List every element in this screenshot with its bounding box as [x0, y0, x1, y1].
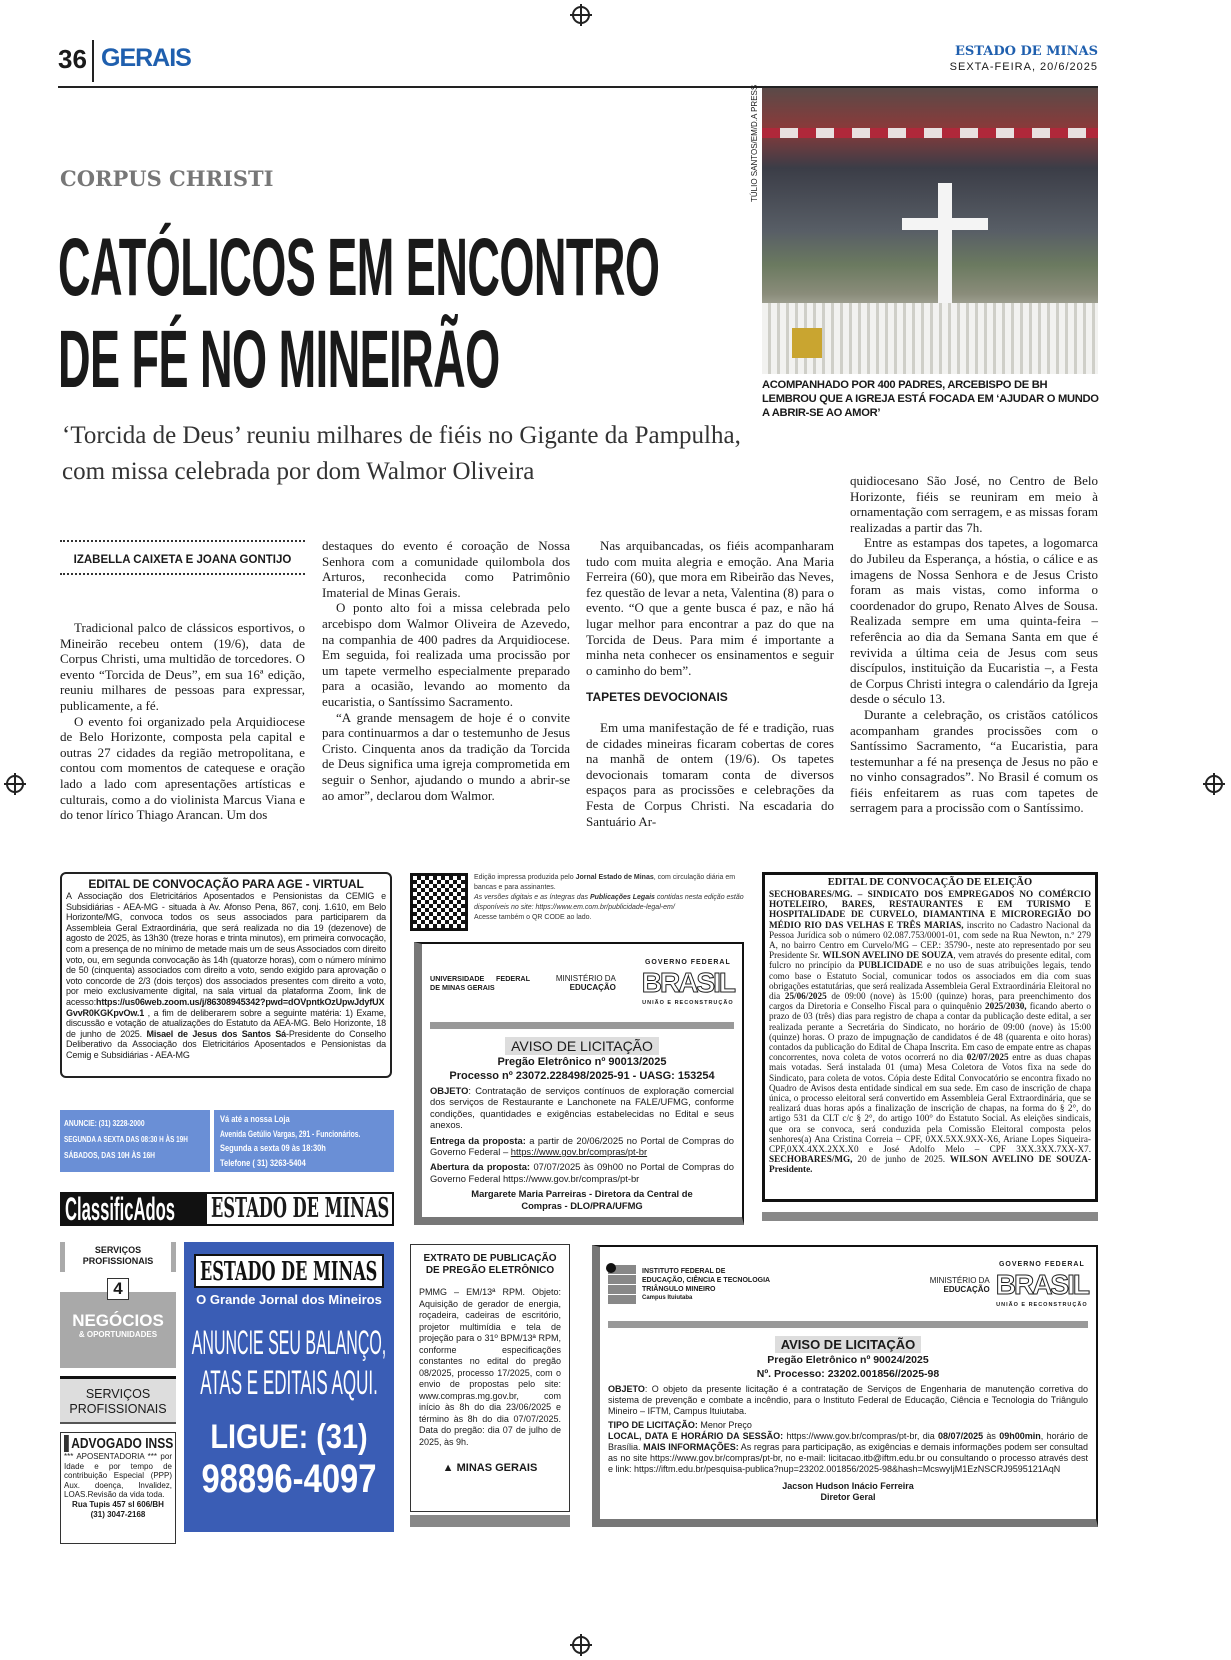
negocios-label: NEGÓCIOS: [72, 1311, 164, 1330]
text-segment: Abertura da proposta:: [430, 1161, 531, 1173]
section-servicos[interactable]: SERVIÇOS PROFISSIONAIS: [60, 1242, 176, 1272]
text-segment: BRASIL: [641, 967, 734, 998]
ministry-label: MINISTÉRIO DA: [555, 974, 616, 983]
text-segment: TRIÂNGULO MINEIRO: [642, 1286, 716, 1293]
edition-date: SEXTA-FEIRA, 20/6/2025: [949, 61, 1098, 73]
text-segment: 02/07/2025: [966, 1052, 1009, 1063]
classificados-paper: ESTADO DE MINAS: [211, 1194, 390, 1224]
ad-title: EDITAL DE CONVOCAÇÃO PARA AGE - VIRTUAL: [88, 877, 364, 891]
ad-edital-age: [60, 872, 392, 1078]
text-segment: inscrito no Cadastro Nacional da Pessoa Jurídica sob o número 02.087.753/0001-01, com sede na Rua Newton, n.º 279 A, no bairro Centro em Curvelo/MG – CEP.: 35790-, neste ato representado por seu Presidente Sr.: [769, 919, 1091, 961]
blue-ad-phone: 98896-4097: [201, 1457, 377, 1501]
qr-note-line: [474, 893, 750, 913]
ad-signer: Margarete Maria Parreiras - Diretora da Central de Compras - DLO/PRA/UFMG: [471, 1188, 693, 1211]
contact-hours: SEGUNDA A SEXTA DAS 08:30 H ÀS 19H: [64, 1135, 188, 1144]
text-segment: WILSON AVELINO DE SOUZA: [822, 950, 954, 961]
text-segment: 25/06/2025: [784, 991, 827, 1002]
contact-bar: [60, 1110, 394, 1172]
article-subtitle: ‘Torcida de Deus’ reuniu milhares de fiéis no Gigante da Pampulha, com missa celebrada por dom Walmor Oliveira: [62, 422, 741, 485]
paragraph: O ponto alto foi a missa celebrada pelo arcebispo dom Walmor Oliveira de Azevedo, na companhia de 400 padres da Arquidiocese. Em seguida, foi realizada uma procissão por um tapete vermelho especialmente preparado para a ocasião, levando ao momento da eucaristia, o Santíssimo Sacramento.: [322, 600, 570, 709]
text-segment: GOVERNO FEDERAL: [644, 958, 731, 966]
store-address: Avenida Getúlio Vargas, 291 - Funcionários.: [220, 1127, 361, 1139]
divider: [430, 1022, 734, 1029]
qr-note-line: [474, 873, 750, 893]
text-segment: GOVERNO FEDERAL: [998, 1261, 1085, 1268]
ad-title: AVISO DE LICITAÇÃO: [775, 1336, 922, 1353]
paragraph: destaques do evento é coroação de Nossa Senhora com a comunidade quilombola dos Arturos, reconhecida como Patrimônio Imaterial de Minas Gerais.: [322, 538, 570, 600]
extrato-wrapper: [410, 1244, 570, 1527]
gov-brasil-logo: [642, 957, 734, 1010]
classificados-logo: ClassificAdos: [65, 1194, 176, 1224]
ad-title: EDITAL DE CONVOCAÇÃO DE ELEIÇÃO: [827, 877, 1033, 888]
section-name: GERAIS: [101, 44, 191, 72]
contact-hours: SÁBADOS, DAS 10H ÀS 16H: [64, 1151, 156, 1160]
text-segment: WILSON AVELINO DE SOUZA- Presidente.: [769, 1154, 1091, 1175]
ad-signer-role: Diretor Geral: [820, 1492, 876, 1502]
text-segment: https://www.gov.br/compras/pt-br, dia: [783, 1431, 939, 1441]
minas-gerais-logo: ▲ MINAS GERAIS: [442, 1462, 538, 1474]
text-segment: As versões digitais e as íntegras das: [474, 894, 590, 901]
paragraph: “A grande mensagem de hoje é o convite para continuarmos a dar o testemunho de Jesus Cristo. Cinquenta anos da tradição da Torcida de Deus significa uma igreja comprometida em seguir o Senhor, ajudando o mundo a abrir-se ao amor”, declarou dom Walmor.: [322, 709, 570, 803]
header-divider: [92, 40, 94, 82]
section-servicos-profissionais[interactable]: SERVIÇOS PROFISSIONAIS: [60, 1376, 176, 1424]
divider: [762, 1212, 1098, 1221]
byline: [60, 540, 305, 575]
ad-text: , a fim de deliberarem sobre a seguinte matéria: 1) Exame, discussão e votação de atualizações do Estatuto da AEA-MG. Belo Horizonte, 18 de junho de 2025.: [66, 1007, 386, 1039]
headline-line: CATÓLICOS EM ENCONTRO: [58, 222, 660, 313]
text-segment: Jornal Estado de Minas: [575, 874, 654, 881]
ad-text: A Associação dos Eletricitários Aposentados e Pensionistas da CEMIG e Subsidiárias - AEA-MG - situada à Av. Afonso Pena, 867, conj. 1.610, em Belo Horizonte/MG, convoca todos os seus associados para participarem da Assembleia Geral Extraordinária, que será realizada no dia 19 (dezenove) de agosto de 2025, às 13h30 (treze horas e trinta minutos), em primeira convocação, com a presença de no mínimo de metade mais um de seus Associados com direito voto, ou, em segunda convocação às 14h (quatorze horas), com o número mínimo de 50 (cinquenta) associados com direito a voto, sendo exigido para aprovação o voto concorde de 2/3 (dois terços) dos associados presentes com direito a voto, por meio exclusivamente digital, na sala virtual da plataforma Zoom, link de acesso:: [66, 891, 386, 1007]
contact-phone: ANUNCIE: (31) 3228-2000: [64, 1119, 145, 1128]
registration-mark-icon: [572, 6, 590, 24]
registration-mark-icon: [572, 1636, 590, 1654]
photo-caption: ACOMPANHADO POR 400 PADRES, ARCEBISPO DE BH LEMBROU QUE A IGREJA ESTÁ FOCADA EM ‘AJUDAR O MUNDO A ABRIR-SE AO AMOR’: [762, 379, 1099, 419]
paragraph: Em uma manifestação de fé e tradição, ruas de cidades mineiras ficaram cobertas de cores na manhã de ontem (19/6). Os tapetes devocionais tomaram conta de diversos espaços para as procissões e celebrações da Festa de Corpus Christi. Na escadaria do Santuário Ar-: [586, 719, 834, 829]
zoom-link[interactable]: https://us06web.zoom.us/j/86308945342?pwd=dOVpntkOzUpwJdyfUXGvvR0KGKpvOw.1: [66, 996, 385, 1018]
text-segment: : O objeto da presente licitação é a contratação de Serviços de Engenharia de manutenção corretiva do sistema de prevenção e combate a incêndio, para o Instituto Federal de Educação, Ciência e Tecnologia do Triângulo Mineiro – IFTM, Campus Ituiutaba.: [608, 1384, 1088, 1416]
text-segment: SECHOBARES/MG. – SINDICATO DOS EMPREGADOS NO COMÉRCIO HOTELEIRO, BARES, RESTAURANTES E EM TURISMO E HOSPITALIDADE DE CURVELO, DIAMANTINA E MICROREGIÃO DO MÉDIO RIO DAS VELHAS E TRÊS MARIAS,: [769, 889, 1091, 930]
text-segment: e no uso de suas atribuições legais, tendo como base o Estatuto Social, comunicar todos os associados em dia com suas obrigações estatutárias, que será realizada Assembleia Geral Extraordinária Eleitoral no dia: [769, 960, 1091, 1002]
text-segment: TIPO DE LICITAÇÃO:: [608, 1420, 698, 1430]
text-segment: OBJETO: [430, 1085, 469, 1096]
blue-ad-phone: LIGUE: (31): [210, 1418, 368, 1456]
paragraph: O evento foi organizado pela Arquidiocese de Belo Horizonte, composta pela capital e outras 27 cidades da região metropolitana, e contou com momentos de catequese e oração lado a lado com apresentações artísticas e culturais, como a do violinista Marcus Viana e do tenor lírico Thiago Arancan. Um dos: [60, 713, 305, 823]
ministry-label: MINISTÉRIO DA: [929, 1276, 990, 1285]
text-segment: ficando aberto o prazo de 03 (três) dias para registro de chapa a contar da publicação deste edital, a ser realizada perante a Secretária do Sindicato, no horário de 09:00 (nove) às 15:00 (quinze) horas. O prazo de impugnação de candidatos é de 48 (quarenta e oito horas) contados da publicação do Edital de Chapa Inscrita. Em caso de empate entre as chapas concorrentes, nova coleta de votos ocorrerá no dia: [769, 1001, 1091, 1063]
ad-signer: Jacson Hudson Inácio Ferreira: [782, 1481, 914, 1491]
ad-text: -Presidente do Conselho Deliberativo da Associação dos Eletricitários Aposentados e Pensionistas da Cemig e Subsidiárias - AEA-MG: [66, 1028, 386, 1060]
sechobares-wrapper: [762, 872, 1098, 1221]
ad-address: Rua Tupis 457 sl 606/BH (31) 3047-2168: [72, 1499, 164, 1519]
text-segment: às: [983, 1431, 1000, 1441]
text-segment: , horário de Brasília.: [608, 1431, 1088, 1452]
section-number: 4: [107, 1278, 129, 1300]
text-segment: PUBLICIDADE: [858, 960, 923, 971]
qr-note: [474, 873, 750, 923]
ad-extrato: [410, 1244, 570, 1512]
ad-title: AVISO DE LICITAÇÃO: [505, 1037, 659, 1055]
processo-number: Processo nº 23072.228498/2025-91 - UASG: 153254: [449, 1070, 715, 1082]
text-segment: EDUCAÇÃO, CIÊNCIA E TECNOLOGIA: [642, 1277, 771, 1284]
ad-text: PMMG – EM/13ª RPM. Objeto: Aquisição de gerador de energia, roçadeira, cadeiras de escritório, projetor multimídia e tela de projeção para o 31º BPM/13ª RPM, conforme especificações constantes no edital do pregão 08/2025, processo 17/2025, com o envio de propostas pelo site: www.compras.mg.gov.br, com início às 8h do dia 23/06/2025 e término às 8h do dia 07/07/2025. Data do pregão: dia 07 de julho de 2025, às 9h.: [419, 1287, 561, 1447]
ufmg-name: UNIVERSIDADE FEDERAL DE MINAS GERAIS: [430, 974, 530, 992]
photo-credit: TÚLIO SANTOS/EM/D.A PRESS: [750, 84, 759, 202]
store-phone: Telefone ( 31) 3263-5404: [220, 1156, 306, 1168]
byline-text: IZABELLA CAIXETA E JOANA GONTIJO: [73, 554, 292, 566]
text-segment: 09h00min: [999, 1431, 1041, 1441]
text-segment: OBJETO: [608, 1384, 645, 1394]
headline: [58, 222, 748, 406]
divider: [608, 1321, 1088, 1328]
iftm-name: INSTITUTO FEDERAL DE: [642, 1268, 726, 1275]
blue-ad-line: ATAS E EDITAIS AQUI.: [200, 1364, 378, 1402]
text-segment: Menor Preço: [697, 1420, 752, 1430]
text-segment: Entrega da proposta:: [430, 1134, 526, 1146]
text-segment: 2025/2030,: [985, 1001, 1027, 1012]
compras-link[interactable]: https://www.gov.br/compras/pt-br: [510, 1146, 648, 1158]
classificados-header: [60, 1192, 394, 1226]
text-segment: UNIÃO E RECONSTRUÇÃO: [642, 1000, 734, 1006]
article-column-3: [586, 538, 834, 829]
blue-ad-tagline: O Grande Jornal dos Mineiros: [196, 1292, 382, 1307]
subhead: TAPETES DEVOCIONAIS: [586, 690, 728, 705]
text-segment: UNIÃO E RECONSTRUÇÃO: [996, 1302, 1088, 1308]
text-segment: de 09:00 (nove) às 15:00 (quinze) horas, para preenchimento dos cargos da Diretoria e Conselho Fiscal para o quinquênio: [769, 991, 1091, 1012]
ad-anuncie: [184, 1242, 394, 1532]
store-hours: Segunda a sexta 09 às 18:30h: [220, 1142, 326, 1153]
text-segment: 20 de junho de 2025.: [852, 1154, 950, 1165]
text-segment: , vem através do presente edital, com fulcro no princípio da: [769, 950, 1092, 971]
ministry-name: EDUCAÇÃO: [569, 983, 616, 992]
article-kicker: CORPUS CHRISTI: [60, 166, 274, 191]
oportunidades-label: & OPORTUNIDADES: [78, 1330, 158, 1339]
section-negocios[interactable]: [60, 1292, 176, 1368]
text-segment: Edição impressa produzida pelo: [474, 874, 576, 881]
pregao-number: Pregão Eletrônico nº 90013/2025: [497, 1056, 667, 1068]
ad-iftm: [592, 1245, 1098, 1527]
blue-ad-line: ANUNCIE SEU BALANÇO,: [191, 1324, 387, 1362]
registration-mark-icon: [6, 775, 24, 793]
text-segment: Publicações Legais: [589, 894, 655, 901]
article-photo: [762, 88, 1098, 374]
text-segment: MINAS GERAIS: [456, 1462, 538, 1474]
classified-sections: [60, 1242, 176, 1544]
ministry-name: EDUCAÇÃO: [943, 1285, 990, 1294]
iftm-campus: Campus Ituiutaba: [642, 1295, 693, 1301]
article-column-2: [322, 538, 570, 803]
text-segment: a partir de 20/06/2025 no Portal de Compras do Governo Federal –: [430, 1134, 735, 1158]
text-segment: BRASIL: [995, 1269, 1088, 1300]
paragraph: Durante a celebração, os cristãos católicos acompanham grandes procissões com o Santíssimo Sacramento, “a Eucaristia, para testemunhar a fé na presença de Jesus no pão e no vinho consagrados”. No Brasil é comum os fiéis enfeitarem as ruas com tapetes de serragem para a procissão com o Santíssimo.: [850, 706, 1098, 816]
ad-advogado: [60, 1432, 176, 1544]
text-segment: MAIS INFORMAÇÕES:: [643, 1442, 739, 1452]
ad-title: EXTRATO DE PUBLICAÇÃO DE PREGÃO ELETRÔNICO: [423, 1253, 557, 1276]
paragraph: Entre as estampas dos tapetes, a logomarca do Jubileu da Esperança, a hóstia, o cálice e as imagens de Nossa Senhora e de Jesus Cristo foram as mais vistas, como informa o coordenador do grupo, Renato Alves de Sousa. Realizada sempre em uma quinta-feira – referência ao dia da Semana Santa em que é revivida a última ceia de Jesus com seus discípulos, instituição da Eucaristia –, a Festa de Corpus Christi integra o calendário da Igreja desde o século 13.: [850, 535, 1098, 707]
text-segment: entre as duas chapas mais votadas. Será instalada 01 (uma) Mesa Coletora de Votos fixa na sede do Sindicato, para coleta de votos. Cópia deste Edital Convocatório se encontra fixado no Quadro de Avisos desta entidade sindical em sua sede. Em caso de inscrição de chapa única, o processo eleitoral será convertido em Assembleia Geral Extraordinária, que se realizará duas horas após a finalização de inscrição de chapas, na forma do § 2°, do artigo 531 da CLT c/c § 2°, do artigo 100° do Estatuto Social. As eleições sindicais, que ora se convoca, será conduzida pela Comissão Eleitoral composta pelos senhores(a) Ana Cristina Correia – CPF, 0XX.5XX.9XX-X6, Ariane Lopes Siqueira- CPF,0XX.4XX.2XX.X0 e José Adolfo Melo – CPF 3XX.3XX.7XX-X7.: [769, 1052, 1091, 1155]
text-segment: : Contratação de serviços contínuos de exploração comercial dos serviços de Restaurante e Lanchonete na FALE/UFMG, conforme condições, quantidades e exigências estabelecidas no Edital e seus anexos.: [430, 1085, 734, 1131]
ad-ufmg: [414, 942, 744, 1225]
text-segment: 08/07/2025: [938, 1431, 984, 1441]
processo-number: Nº. Processo: 23202.001856//2025-98: [756, 1368, 940, 1380]
divider: [410, 1515, 570, 1527]
article-column-4: [850, 473, 1098, 816]
store-text: Vá até a nossa Loja: [220, 1113, 290, 1124]
ad-sechobares: [762, 872, 1098, 1202]
text-segment: 07/07/2025 às 09h00 no Portal de Compras do Governo Federal https://www.gov.br/compras/pt-br: [430, 1161, 734, 1184]
page-number: 36: [58, 44, 87, 74]
qr-note-line: Acesse também o QR CODE ao lado.: [474, 914, 592, 921]
ad-title: ADVOGADO INSS: [64, 1435, 150, 1452]
text-segment: As regras para participação, as exigências e demais informações podem ser consultadas no site https://www.gov.br/compras/pt-br, no e-mail: licitacao.itb@iftm.edu.br ou consultando o processo através deste link: https://iftm.edu.br/pesquisa-publica?nup=23202.001856/2025-98&hash=McswyIjM1EzNSCRJ9595121AqN: [608, 1442, 1088, 1474]
text-segment: contidas nesta edição estão disponíveis no site: https://www.em.com.br/publicidade-legal-em/: [474, 894, 744, 911]
blue-ad-paper: ESTADO DE MINAS: [200, 1257, 378, 1287]
pregao-number: Pregão Eletrônico nº 90024/2025: [767, 1354, 929, 1366]
ad-signer: Misael de Jesus dos Santos Sá: [146, 1028, 287, 1039]
paragraph: quidiocesano São José, no Centro de Belo Horizonte, fiéis se reuniram em meio à ornamentação com serragem, e as missas foram realizadas a partir das 7h.: [850, 473, 1098, 535]
registration-mark-icon: [1205, 775, 1223, 793]
text-segment: , com circulação diária em bancas e para assinantes.: [474, 874, 736, 891]
article-column-1: [60, 620, 305, 823]
gov-brasil-logo: [996, 1259, 1088, 1311]
qr-code[interactable]: [410, 873, 468, 931]
paragraph: Nas arquibancadas, os fiéis acompanharam tudo com muita alegria e emoção. Ana Maria Ferreira (60), que mora em Ribeirão das Neves, fez questão de levar a neta, Valentina (8) para o evento. “O que a gente busca é paz, e não há lugar melhor para encontrar a paz do que na Torcida de Deus. Para mim é importante a minha neta conhecer os ensinamentos e seguir o caminho do bem”.: [586, 538, 834, 678]
ad-text: *** APOSENTADORIA *** por Idade e por tempo de contribuição Especial (PPP) Aux. doença, Invalidez, LOAS.Revisão da vida toda.: [64, 1452, 172, 1500]
text-segment: LOCAL, DATA E HORÁRIO DA SESSÃO:: [608, 1431, 784, 1441]
paper-name: ESTADO DE MINAS: [954, 44, 1098, 59]
text-segment: SECHOBARES/MG,: [769, 1154, 853, 1165]
headline-line: DE FÉ NO MINEIRÃO: [58, 314, 500, 405]
paragraph: Tradicional palco de clássicos esportivos, o Mineirão recebeu ontem (19/6), data de Corpus Christi, uma multidão de torcedores. O evento “Torcida de Deus”, em sua 16ª edição, reuniu milhares de pessoas para expressar, publicamente, a fé.: [60, 620, 305, 713]
iftm-logo-icon: [608, 1265, 636, 1305]
